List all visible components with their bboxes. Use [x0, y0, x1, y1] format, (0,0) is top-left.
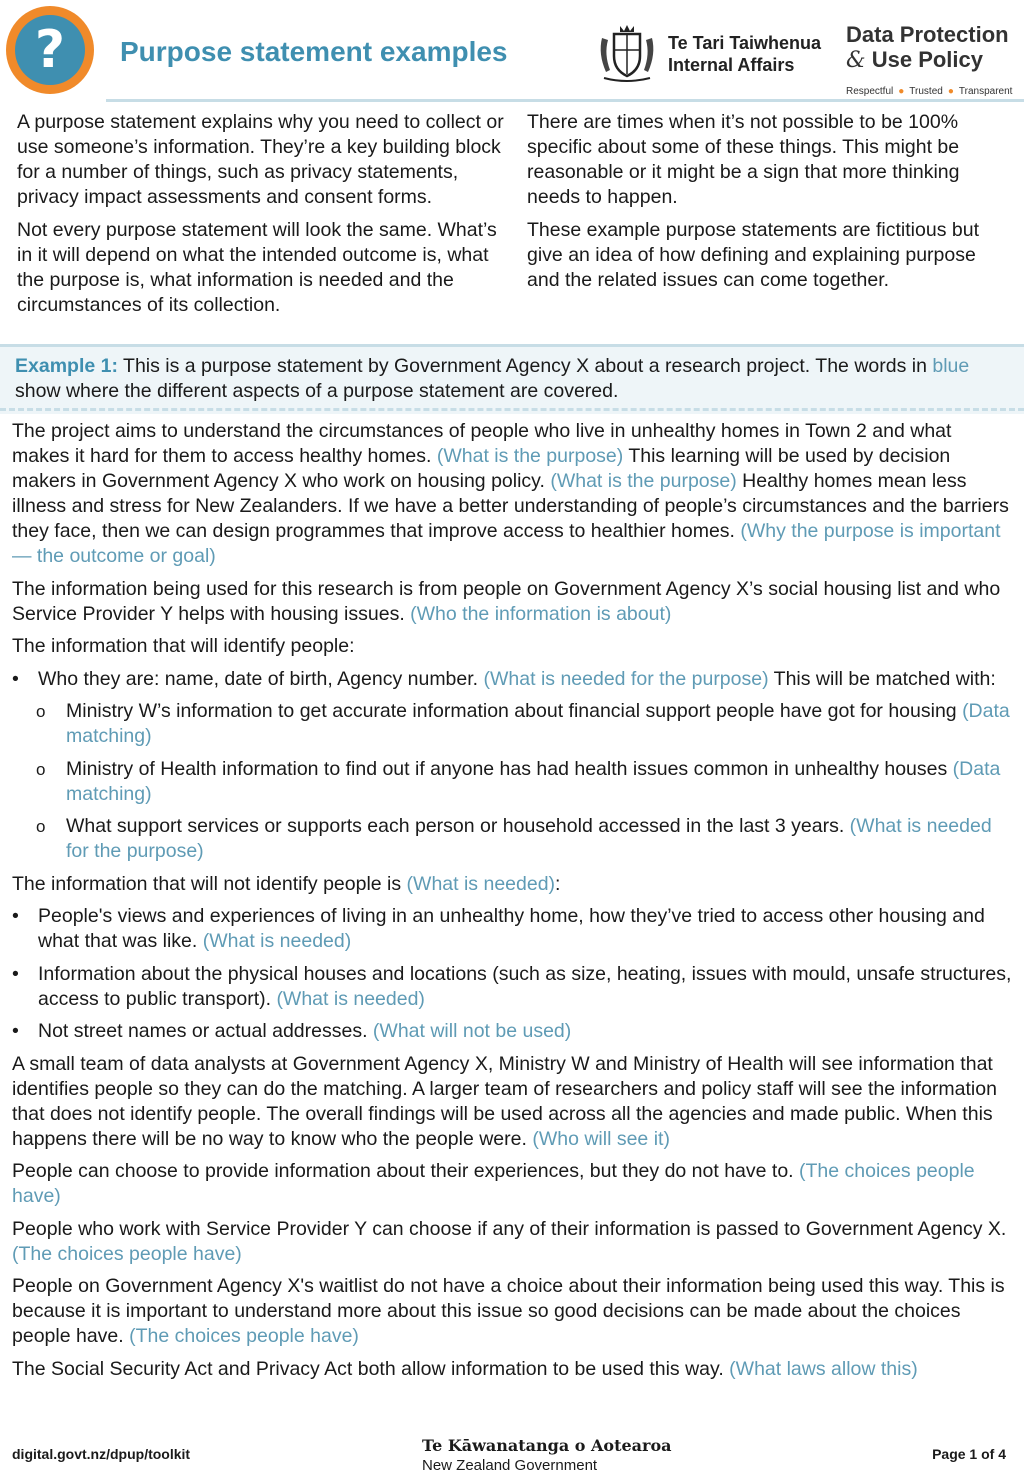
dia-name-maori: Te Tari Taiwhenua — [668, 33, 822, 53]
purpose-statement-body — [12, 419, 1012, 1389]
annotation: (What laws allow this) — [729, 1357, 918, 1380]
dpup-ampersand: & — [846, 48, 866, 73]
text: People who work with Service Provider Y can choose if any of their information is passed to Government Agency X. — [12, 1217, 1007, 1240]
tag-transparent: Transparent — [958, 86, 1013, 97]
list-item — [12, 1019, 1012, 1044]
dpup-line2: Use Policy — [871, 47, 983, 72]
annotation: (The choices people have) — [129, 1325, 359, 1347]
annotation: (Who the information is about) — [410, 602, 672, 625]
text: The Social Security Act and Privacy Act both allow information to be used this way. — [12, 1357, 730, 1380]
paragraph — [12, 1274, 1012, 1349]
paragraph — [12, 419, 1012, 569]
sub-bullet-icon: o — [36, 702, 46, 721]
text: The information that will not identify people is — [12, 872, 407, 895]
nz-government-logo — [422, 1436, 671, 1476]
text: Not street names or actual addresses. — [38, 1020, 373, 1042]
paragraph — [12, 1159, 1012, 1209]
text: Ministry W’s information to get accurate information about financial support people have got for housing — [66, 700, 963, 722]
bullet-icon: • — [12, 905, 19, 927]
page-title: Purpose statement examples — [120, 36, 508, 67]
intro-paragraph: A purpose statement explains why you need to collect or use someone’s information. They’re a key building block for a number of things, such as privacy statements, privacy impact assessments and consent forms. — [17, 111, 504, 208]
text: Who they are: name, date of birth, Agency number. — [38, 667, 484, 690]
text: Ministry of Health information to find out if anyone has had health issues common in unhealthy houses — [66, 757, 953, 780]
list-item — [12, 667, 1012, 692]
text: The project aims to understand the circumstances of people who live in unhealthy homes in Town 2 and what makes it hard for them to access healthy homes. — [12, 420, 952, 467]
paragraph — [12, 577, 1012, 627]
dpup-line1: Data Protection — [846, 22, 1009, 47]
example-heading — [15, 354, 1010, 404]
example-text: This is a purpose statement by Government Agency X about a research project. The words in — [117, 355, 933, 377]
paragraph — [12, 1052, 1012, 1152]
annotation: (Data matching) — [66, 700, 1010, 747]
dpup-logo — [846, 22, 1009, 73]
dot-icon: ● — [898, 86, 905, 97]
dia-name-english: Internal Affairs — [668, 55, 795, 75]
annotation: (What is needed for the purpose) — [66, 815, 992, 862]
annotation: (What is the purpose) — [550, 470, 737, 492]
text: : — [555, 872, 561, 895]
blue-word: blue — [932, 355, 970, 377]
text: This will be matched with: — [768, 667, 996, 690]
paragraph — [12, 872, 1012, 897]
coat-of-arms-icon — [594, 20, 660, 86]
text: People's views and experiences of living in an unhealthy home, how they’ve tried to access other housing and what that was like. — [38, 905, 985, 952]
annotation: (What will not be used) — [372, 1020, 572, 1042]
text: Healthy homes mean less illness and stress for New Zealanders. If we have a better understanding of people’s circumstances and the barriers they face, then we can design programmes that improve access to healthier homes. — [12, 470, 1009, 542]
example-label: Example 1: — [15, 355, 118, 377]
text: People on Government Agency X's waitlist do not have a choice about their information being used this way. This is because it is important to understand more about this issue so good decisions can be made about the choices people have. — [12, 1275, 1005, 1347]
example-text: show where the different aspects of a purpose statement are covered. — [15, 380, 619, 402]
annotation: (What is the purpose) — [436, 445, 624, 467]
text: Information about the physical houses and locations (such as size, heating, issues with mould, unsafe structures, access to public transport). — [38, 962, 1012, 1010]
dot-icon: ● — [947, 86, 954, 97]
list-item — [12, 962, 1012, 1012]
sub-list-item — [12, 814, 1012, 864]
tag-respectful: Respectful — [846, 86, 894, 97]
paragraph: The information that will identify people: — [12, 635, 355, 657]
text: The information being used for this research is from people on Government Agency X’s social housing list and who Service Provider Y helps with housing issues. — [12, 577, 1001, 625]
banner-divider — [0, 408, 1024, 411]
sub-list-item — [12, 699, 1012, 749]
text: People can choose to provide information about their experiences, but they do not have to. — [12, 1160, 800, 1182]
page-footer — [0, 1436, 1024, 1479]
annotation: (Data matching) — [66, 757, 1001, 805]
intro-paragraph: These example purpose statements are fictitious but give an idea of how defining and explaining purpose and the related issues can come together. — [527, 219, 979, 291]
annotation: (What is needed for the purpose) — [483, 667, 769, 690]
bullet-icon: • — [12, 962, 19, 985]
gov-name-english: New Zealand Government — [422, 1457, 598, 1474]
footer-url[interactable]: digital.govt.nz/dpup/toolkit — [12, 1446, 191, 1462]
bullet-icon: • — [12, 1020, 19, 1042]
intro-paragraph: There are times when it’s not possible to be 100% specific about some of these things. This might be reasonable or it might be a sign that more thinking needs to happen. — [527, 111, 960, 208]
annotation: (Why the purpose is important — the outcome or goal) — [12, 520, 1001, 567]
intro-right-column — [527, 110, 987, 301]
gov-name-maori: Te Kāwanatanga o Aotearoa — [422, 1436, 672, 1455]
intro-paragraph: Not every purpose statement will look the same. What’s in it will depend on what the intended outcome is, what the purpose is, what information is needed and the circumstances of its collection. — [17, 219, 497, 316]
bullet-icon: • — [12, 667, 19, 690]
annotation: (What is needed) — [202, 930, 352, 952]
page-header — [0, 0, 1024, 110]
annotation: (The choices people have) — [12, 1160, 975, 1207]
annotation: (Who will see it) — [532, 1127, 670, 1150]
dia-logo-text — [668, 32, 821, 76]
annotation: (What is needed) — [406, 872, 556, 895]
page-number: Page 1 of 4 — [932, 1446, 1006, 1462]
list-item — [12, 904, 1012, 954]
annotation: (The choices people have) — [12, 1242, 242, 1265]
sub-bullet-icon: o — [36, 817, 46, 836]
text: A small team of data analysts at Government Agency X, Ministry W and Ministry of Health will see information that identifies people so they can do the matching. A larger team of researchers and policy staff will see the information that does not identify people. The overall findings will be used across all the agencies and made public. When this happens there will be no way to know who the people were. — [12, 1052, 997, 1150]
sub-bullet-icon: o — [36, 759, 46, 779]
paragraph — [12, 1217, 1012, 1267]
tag-trusted: Trusted — [909, 86, 943, 97]
sub-list-item — [12, 757, 1012, 807]
paragraph — [12, 1357, 1012, 1382]
question-mark-icon: ? — [6, 6, 94, 94]
dpup-tagline — [846, 86, 1012, 97]
annotation: (What is needed) — [276, 987, 425, 1010]
intro-left-column — [17, 110, 517, 326]
text: What support services or supports each person or household accessed in the last 3 years. — [66, 815, 850, 837]
text: This learning will be used by decision makers in Government Agency X who work on housing policy. — [12, 445, 951, 492]
title-divider — [106, 99, 1024, 102]
